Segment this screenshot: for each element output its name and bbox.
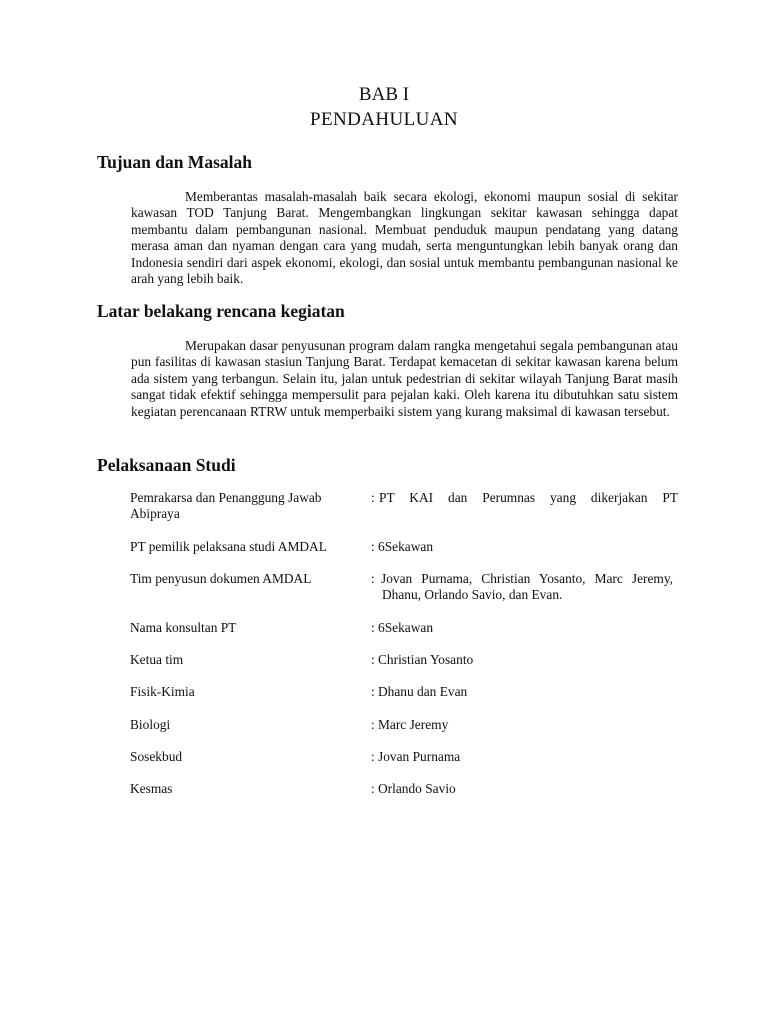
study-value: 6Sekawan <box>378 539 434 554</box>
study-label: Kesmas <box>130 781 173 796</box>
study-colon: : <box>371 652 375 667</box>
study-label: Sosekbud <box>130 749 183 764</box>
study-label: Tim penyusun dokumen AMDAL <box>130 571 312 586</box>
study-label: PT pemilik pelaksana studi AMDAL <box>130 539 327 554</box>
study-label: Fisik-Kimia <box>130 684 195 699</box>
paragraph-latar-belakang: Merupakan dasar penyusunan program dalam rangka mengetahui segala pembangunan atau pun fasilitas di kawasan stasiun Tanjung Barat. Terdapat kemacetan di sekitar kawasan karena belum ada sistem yang terbangun. Selain itu, jalan untuk pedestrian di sekitar wilayah Tanjung Barat masih sangat tidak efektif sehingga mempersulit para pejalan kaki. Oleh karena itu dibutuhkan satu sistem kegiatan perencanaan RTRW untuk memperbaiki sistem yang kurang maksimal di kawasan tersebut. <box>131 338 678 419</box>
study-value: Orlando Savio <box>378 781 456 796</box>
study-label: Nama konsultan PT <box>130 620 237 635</box>
study-value: 6Sekawan <box>378 620 434 635</box>
chapter-number: BAB I <box>358 84 410 105</box>
study-colon: : <box>371 620 375 635</box>
study-label: Biologi <box>130 717 171 732</box>
study-colon: : <box>371 490 375 505</box>
study-label: Ketua tim <box>130 652 184 667</box>
study-value: Jovan Purnama <box>378 749 461 764</box>
study-colon: : <box>371 781 375 796</box>
study-colon: : <box>371 749 375 764</box>
study-value: PT KAI dan Perumnas yang dikerjakan PT <box>379 490 678 505</box>
study-value: Jovan Purnama, Christian Yosanto, Marc Jeremy, <box>381 571 673 586</box>
paragraph-tujuan: Memberantas masalah-masalah baik secara ekologi, ekonomi maupun sosial di sekitar kawasan TOD Tanjung Barat. Mengembangkan lingkungan sekitar kawasan sehingga dapat membantu dalam pembangunan nasional. Membuat penduduk maupun pendatang yang datang merasa aman dan nyaman dengan cara yang mudah, serta menguntungkan lebih banyak orang dan Indonesia sendiri dari aspek ekonomi, ekologi, dan sosial untuk membantu pembangunan nasional ke arah yang lebih baik. <box>131 189 678 287</box>
study-value: Marc Jeremy <box>378 717 449 732</box>
study-colon: : <box>371 684 375 699</box>
study-value: Dhanu dan Evan <box>378 684 468 699</box>
study-value: Christian Yosanto <box>378 652 474 667</box>
section-heading-latar-belakang: Latar belakang rencana kegiatan <box>97 301 345 321</box>
section-heading-tujuan: Tujuan dan Masalah <box>97 152 252 172</box>
study-colon: : <box>371 539 375 554</box>
study-label: Pemrakarsa dan Penanggung Jawab Abipraya <box>130 490 322 522</box>
study-value-continued: Dhanu, Orlando Savio, dan Evan. <box>382 587 563 602</box>
chapter-title: PENDAHULUAN <box>310 109 458 130</box>
study-colon: : <box>371 717 375 732</box>
section-heading-pelaksanaan-studi: Pelaksanaan Studi <box>97 455 236 475</box>
study-colon: : <box>371 571 375 586</box>
